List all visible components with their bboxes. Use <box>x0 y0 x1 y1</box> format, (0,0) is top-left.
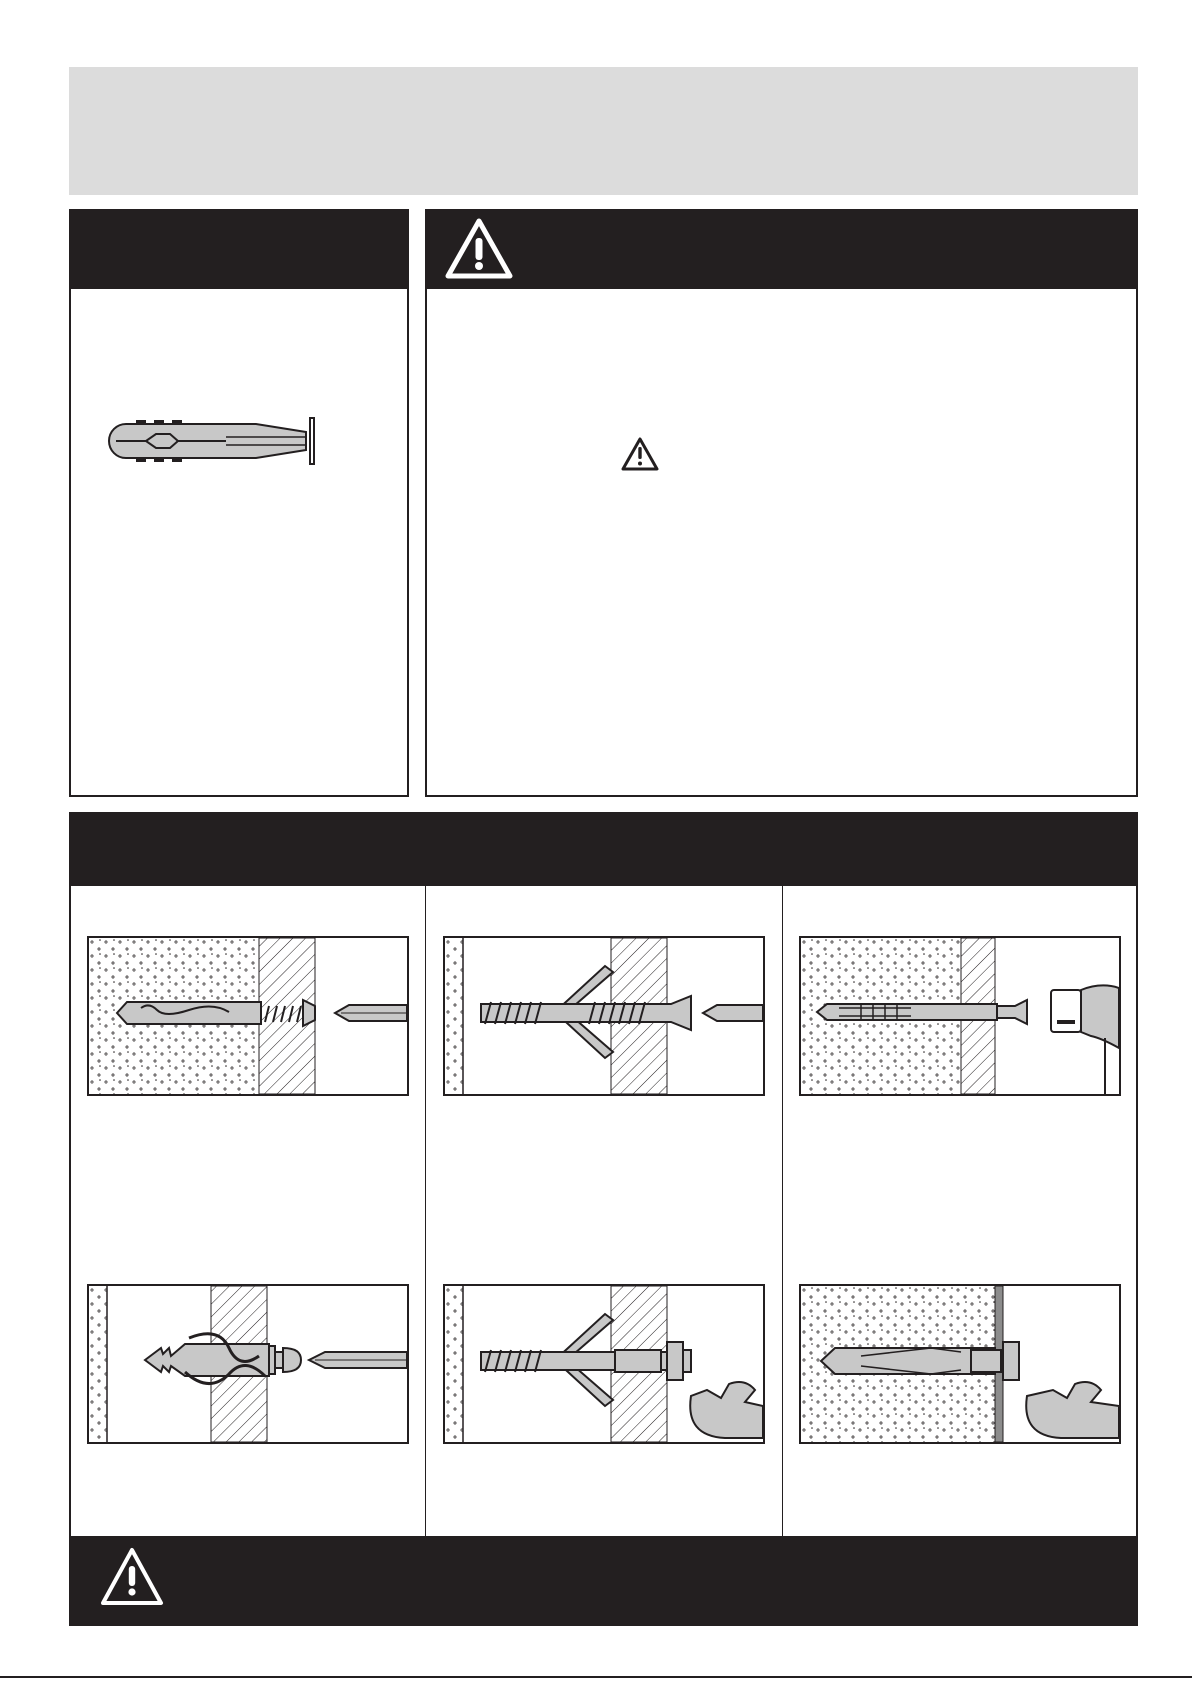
column-divider <box>782 886 783 1538</box>
fixing-step-image-1 <box>87 936 409 1096</box>
header-banner <box>69 67 1138 195</box>
wall-plug-icon <box>106 416 346 466</box>
fixings-section-header <box>71 814 1136 886</box>
column-divider <box>425 886 426 1538</box>
fixing-step-image-5 <box>443 1284 765 1444</box>
fixing-step-image-3 <box>799 936 1121 1096</box>
bottom-warning-bar <box>71 1536 1136 1624</box>
warning-panel-header <box>427 211 1136 289</box>
inline-warning-icon <box>620 436 660 472</box>
warning-triangle-icon <box>443 216 515 282</box>
wall-plug-panel <box>69 209 409 797</box>
fixing-step-image-2 <box>443 936 765 1096</box>
fixing-step-image-4 <box>87 1284 409 1444</box>
wall-plug-panel-header <box>71 211 407 289</box>
warning-panel <box>425 209 1138 797</box>
warning-triangle-icon <box>99 1546 165 1608</box>
fixing-step-image-6 <box>799 1284 1121 1444</box>
footer-rule <box>0 1676 1192 1678</box>
fixings-section <box>69 812 1138 1626</box>
